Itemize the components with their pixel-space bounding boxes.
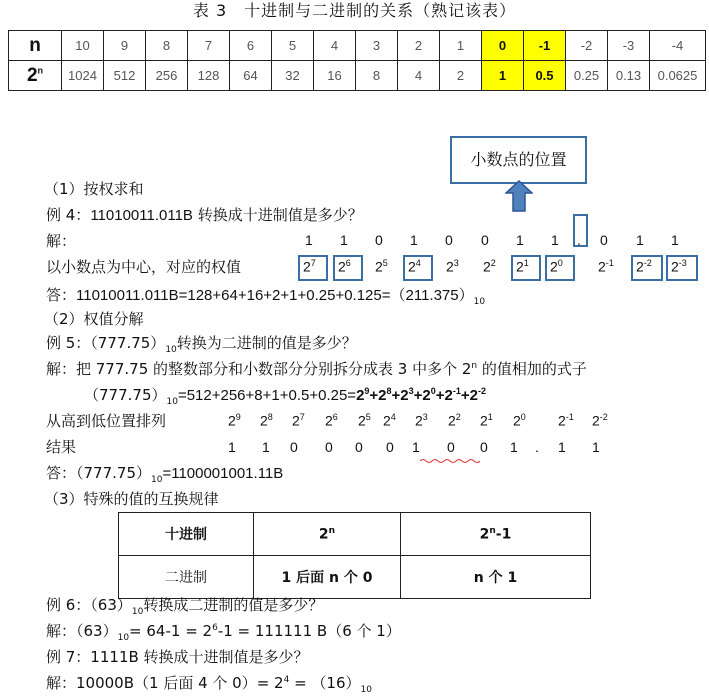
- rule-row-decimal: [119, 513, 591, 556]
- power-table: [8, 30, 706, 91]
- rule-binary-label: 二进制: [119, 556, 254, 599]
- order-label: 从高到低位置排列: [46, 412, 167, 430]
- example-5-prefix: 例 5：（777.75）: [46, 334, 166, 352]
- power-cell: 2: [440, 61, 482, 91]
- result-bit: 0: [355, 439, 363, 455]
- weight-box: [545, 255, 575, 281]
- solution-text: 解：（63）: [46, 622, 118, 640]
- power-exponent: 8: [386, 386, 392, 396]
- power-exponent: -2: [478, 386, 487, 396]
- weight-base: 2: [483, 258, 491, 275]
- weight-exponent: 1: [523, 258, 529, 268]
- n-cell: 4: [314, 31, 356, 61]
- bit: 1: [551, 232, 559, 248]
- rule-power-minus-one: [401, 513, 591, 556]
- n-cell: 5: [272, 31, 314, 61]
- power-exponent: 9: [235, 412, 241, 422]
- power-exponent: 3: [422, 412, 428, 422]
- order-power: $2^9$: [228, 412, 241, 429]
- example-4-question: [46, 204, 363, 225]
- bit: 0: [445, 232, 453, 248]
- power-exponent: 8: [267, 412, 273, 422]
- n-cell: 10: [62, 31, 104, 61]
- n-header: n: [9, 31, 62, 61]
- weight-base: 2: [375, 258, 383, 275]
- power-exponent: 5: [365, 412, 371, 422]
- example-6-subscript: 10: [131, 607, 144, 617]
- power-cell: 4: [398, 61, 440, 91]
- solution-sub: 10: [117, 633, 130, 643]
- weight: [483, 258, 496, 275]
- example-6-question: [46, 594, 323, 617]
- weight-exponent: -2: [643, 258, 652, 268]
- power-exponent: -2: [599, 412, 608, 422]
- example-4-prefix: 例 4：: [46, 206, 91, 224]
- n-cell: 9: [104, 31, 146, 61]
- order-power: $2^2$: [448, 412, 461, 429]
- power-cell: 256: [146, 61, 188, 91]
- weight-exponent: -3: [678, 258, 687, 268]
- solution-sup: 6: [212, 623, 218, 633]
- power-table-n-row: [9, 31, 706, 61]
- order-power: $2^8$: [260, 412, 273, 429]
- weight-box: [403, 255, 433, 281]
- example-4-suffix: 转换成十进制值是多少？: [192, 206, 363, 224]
- solution-sub: 10: [360, 685, 372, 695]
- example-6-suffix: 转换成二进制的值是多少？: [143, 596, 324, 614]
- answer-subscript: 10: [473, 297, 486, 307]
- weight-base: 2: [598, 258, 606, 275]
- power-cell-highlight: 1: [482, 61, 524, 91]
- power-exponent: 0: [430, 386, 436, 396]
- n-cell: -3: [608, 31, 650, 61]
- example-4-number: 11010011.011B: [90, 207, 193, 224]
- solution-text: 解：把 777.75 的整数部分和小数部分分别拆分成表 3 中多个 2: [46, 360, 472, 378]
- spellcheck-squiggle: [420, 450, 480, 456]
- weight: [375, 258, 388, 275]
- rule-power-sup: n: [328, 525, 336, 536]
- bit: 1: [671, 232, 679, 248]
- example-5-answer: [46, 462, 283, 485]
- weight-exponent: 5: [382, 258, 388, 268]
- n-cell-highlight: -1: [524, 31, 566, 61]
- power-exponent: -1: [452, 386, 461, 396]
- order-power: $2^5$: [358, 412, 371, 429]
- power-exponent: 0: [520, 412, 526, 422]
- power-exponent: 3: [408, 386, 414, 396]
- power-header-sup: n: [37, 65, 44, 76]
- rule-power: [254, 513, 401, 556]
- power-cell: 0.13: [608, 61, 650, 91]
- solution-text: = （16）: [289, 674, 361, 692]
- bit: 0: [481, 232, 489, 248]
- weight: [598, 258, 614, 275]
- rule-power-base: 2: [318, 526, 329, 543]
- power-cell: 1024: [62, 61, 104, 91]
- equation-sum: =512+256+8+1+0.5+0.25=: [177, 387, 357, 404]
- weight-exponent: 0: [557, 258, 563, 268]
- power-cell: 64: [230, 61, 272, 91]
- n-cell: 2: [398, 31, 440, 61]
- weight-box: [631, 255, 663, 281]
- power-exponent: 9: [364, 386, 370, 396]
- bit: 1: [516, 232, 524, 248]
- answer-subscript: 10: [151, 475, 163, 485]
- weight-exponent: 4: [415, 258, 421, 268]
- example-7-solution: [46, 672, 372, 695]
- power-cell: 0.0625: [650, 61, 706, 91]
- solution-label: 解：: [46, 232, 77, 250]
- conversion-rule-table: [118, 512, 591, 599]
- power-cell: 8: [356, 61, 398, 91]
- rule-binary-zeros: 1 后面 n 个 0: [254, 556, 401, 599]
- answer-prefix: 答：（777.75）: [46, 464, 151, 482]
- result-bit: 1: [228, 439, 236, 455]
- n-cell: 8: [146, 31, 188, 61]
- result-bit: 1: [592, 439, 600, 455]
- result-decimal-point: .: [535, 439, 539, 455]
- weight-exponent: -1: [605, 258, 614, 268]
- example-7-question: 例 7：1111B 转换成十进制值是多少？: [46, 648, 309, 666]
- rule-row-binary: [119, 556, 591, 599]
- weight-base: 2: [303, 258, 311, 275]
- solution-text-end: -1 = 111111 B（6 个 1）: [217, 622, 401, 640]
- order-power: $2^{-2}$: [592, 412, 608, 429]
- bit: 1: [340, 232, 348, 248]
- decimal-point-callout: 小数点的位置: [450, 136, 587, 184]
- section-1-title: （1）按权求和: [44, 180, 144, 198]
- power-cell: 32: [272, 61, 314, 91]
- decimal-point: .: [577, 232, 581, 248]
- answer-equation: 11010011.011B=128+64+16+2+1+0.25+0.125=（211.375）: [76, 287, 474, 304]
- weight-box: [333, 255, 363, 281]
- power-cell: 128: [188, 61, 230, 91]
- order-power: $2^6$: [325, 412, 338, 429]
- example-5-question: [46, 332, 357, 355]
- power-exponent: 1: [487, 412, 493, 422]
- n-cell: 6: [230, 31, 272, 61]
- weight-exponent: 7: [310, 258, 316, 268]
- power-cell: 16: [314, 61, 356, 91]
- solution-text: = 64-1 = 2: [129, 622, 213, 640]
- power-cell: 512: [104, 61, 146, 91]
- answer-prefix: 答：: [46, 286, 77, 304]
- weight-exponent: 3: [453, 258, 459, 268]
- power-exponent: 2: [455, 412, 461, 422]
- order-power: $2^1$: [480, 412, 493, 429]
- example-4-answer: [46, 284, 485, 307]
- result-bit: 0: [386, 439, 394, 455]
- power-cell: 0.25: [566, 61, 608, 91]
- weight-exponent: 2: [490, 258, 496, 268]
- result-bit: 1: [412, 439, 420, 455]
- rule-binary-ones: n 个 1: [401, 556, 591, 599]
- n-cell: 3: [356, 31, 398, 61]
- section-3-title: （3）特殊的值的互换规律: [44, 490, 219, 508]
- n-cell: -2: [566, 31, 608, 61]
- order-power: $2^7$: [292, 412, 305, 429]
- order-power: $2^4$: [383, 412, 396, 429]
- n-cell: 7: [188, 31, 230, 61]
- answer-value: =1100001001.11B: [162, 465, 284, 482]
- power-exponent: 6: [332, 412, 338, 422]
- result-bit: 0: [290, 439, 298, 455]
- weight-base: 2: [446, 258, 454, 275]
- weight-box: [511, 255, 541, 281]
- bit: 1: [410, 232, 418, 248]
- power-table-value-row: [9, 61, 706, 91]
- weight-base: 2: [516, 258, 524, 275]
- example-6-prefix: 例 6：（63）: [46, 596, 132, 614]
- n-cell-highlight: 0: [482, 31, 524, 61]
- section-2-title: （2）权值分解: [44, 310, 144, 328]
- equation-prefix: （777.75）: [84, 386, 167, 404]
- result-bit: 1: [510, 439, 518, 455]
- result-bit: 0: [480, 439, 488, 455]
- example-5-equation: [84, 384, 486, 407]
- weight-base: 2: [671, 258, 679, 275]
- weight-base: 2: [338, 258, 346, 275]
- weight-exponent: 6: [345, 258, 351, 268]
- order-power: $2^{-1}$: [558, 412, 574, 429]
- result-label: 结果: [46, 438, 77, 456]
- weight-base: 2: [408, 258, 416, 275]
- power-cell-highlight: 0.5: [524, 61, 566, 91]
- rule-power-base: 2: [479, 526, 490, 543]
- power-header: [9, 61, 62, 91]
- weights-label: 以小数点为中心，对应的权值: [46, 258, 242, 276]
- weight: [446, 258, 459, 275]
- solution-text: 解：10000B（1 后面 4 个 0）= 2: [46, 674, 284, 692]
- power-exponent: -1: [565, 412, 574, 422]
- weight-box: [666, 255, 698, 281]
- rule-decimal-label: 十进制: [119, 513, 254, 556]
- weight-box: [298, 255, 328, 281]
- example-5-suffix: 转换为二进制的值是多少？: [176, 334, 357, 352]
- n-cell: -4: [650, 31, 706, 61]
- n-cell: 1: [440, 31, 482, 61]
- result-bit: 0: [325, 439, 333, 455]
- order-power: $2^3$: [415, 412, 428, 429]
- order-power: $2^0$: [513, 412, 526, 429]
- bit: 1: [305, 232, 313, 248]
- weight-base: 2: [636, 258, 644, 275]
- example-5-solution: [46, 358, 587, 379]
- result-bit: 1: [558, 439, 566, 455]
- bit: 0: [375, 232, 383, 248]
- weight-base: 2: [550, 258, 558, 275]
- decimal-point-box: [573, 214, 588, 247]
- power-exponent: 7: [299, 412, 305, 422]
- bit: 0: [600, 232, 608, 248]
- table-caption: 表 3 十进制与二进制的关系（熟记该表）: [192, 1, 517, 20]
- rule-power-sup: n: [489, 525, 496, 536]
- power-exponent: 4: [390, 412, 396, 422]
- example-6-solution: [46, 620, 401, 643]
- solution-text-end: 的值相加的式子: [477, 360, 587, 378]
- power-header-base: 2: [26, 64, 38, 86]
- equation-powers: $2^9+2^8+2^3+2^0+2^{-1}+2^{-2}$: [356, 386, 487, 404]
- bit: 1: [636, 232, 644, 248]
- equation-subscript: 10: [166, 397, 178, 407]
- result-bit: 0: [447, 439, 455, 455]
- up-arrow-icon: [505, 180, 533, 212]
- solution-sup: 4: [283, 675, 290, 685]
- example-5-subscript: 10: [165, 345, 177, 355]
- result-bit: 1: [262, 439, 270, 455]
- rule-power-tail: -1: [495, 526, 512, 543]
- solution-sup: n: [471, 361, 478, 371]
